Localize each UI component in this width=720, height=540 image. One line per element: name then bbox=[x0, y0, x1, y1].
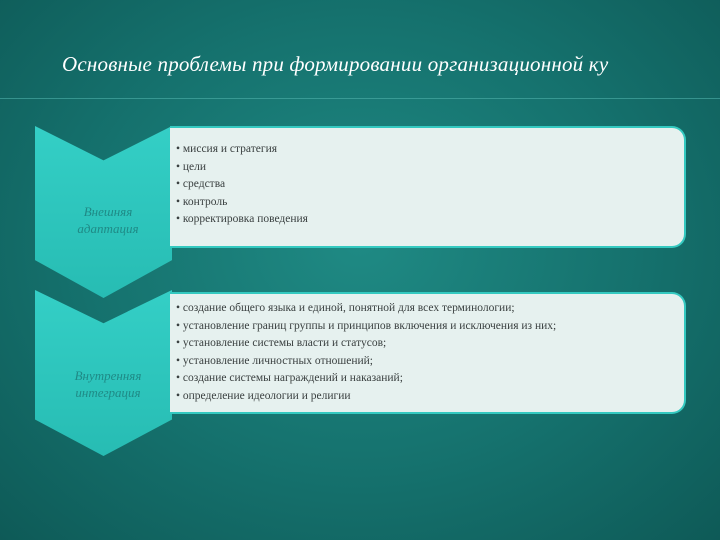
list-item: • установление границ группы и принципов включения и исключения из них; bbox=[176, 318, 684, 336]
internal-integration-label-line2: интеграция bbox=[75, 385, 141, 400]
external-adaptation-label bbox=[58, 203, 158, 237]
list-item: • средства bbox=[176, 176, 684, 194]
external-adaptation-list bbox=[170, 128, 684, 229]
list-item: • определение идеологии и религии bbox=[176, 388, 684, 406]
list-item: • корректировка поведения bbox=[176, 211, 684, 229]
internal-integration-label bbox=[58, 367, 158, 401]
list-item: • контроль bbox=[176, 194, 684, 212]
title-divider bbox=[0, 98, 720, 99]
external-adaptation-label-line1: Внешняя bbox=[83, 204, 133, 219]
external-adaptation-box bbox=[170, 126, 686, 248]
list-item: • миссия и стратегия bbox=[176, 141, 684, 159]
internal-integration-list bbox=[170, 294, 684, 406]
list-item: • цели bbox=[176, 159, 684, 177]
list-item: • установление системы власти и статусов; bbox=[176, 335, 684, 353]
list-item: • установление личностных отношений; bbox=[176, 353, 684, 371]
list-item: • создание общего языка и единой, понятной для всех терминологии; bbox=[176, 300, 684, 318]
internal-integration-label-line1: Внутренняя bbox=[74, 368, 142, 383]
list-item: • создание системы награждений и наказаний; bbox=[176, 370, 684, 388]
internal-integration-box bbox=[170, 292, 686, 414]
external-adaptation-label-line2: адаптация bbox=[77, 221, 139, 236]
slide-title: Основные проблемы при формировании организационной ку bbox=[62, 52, 609, 76]
